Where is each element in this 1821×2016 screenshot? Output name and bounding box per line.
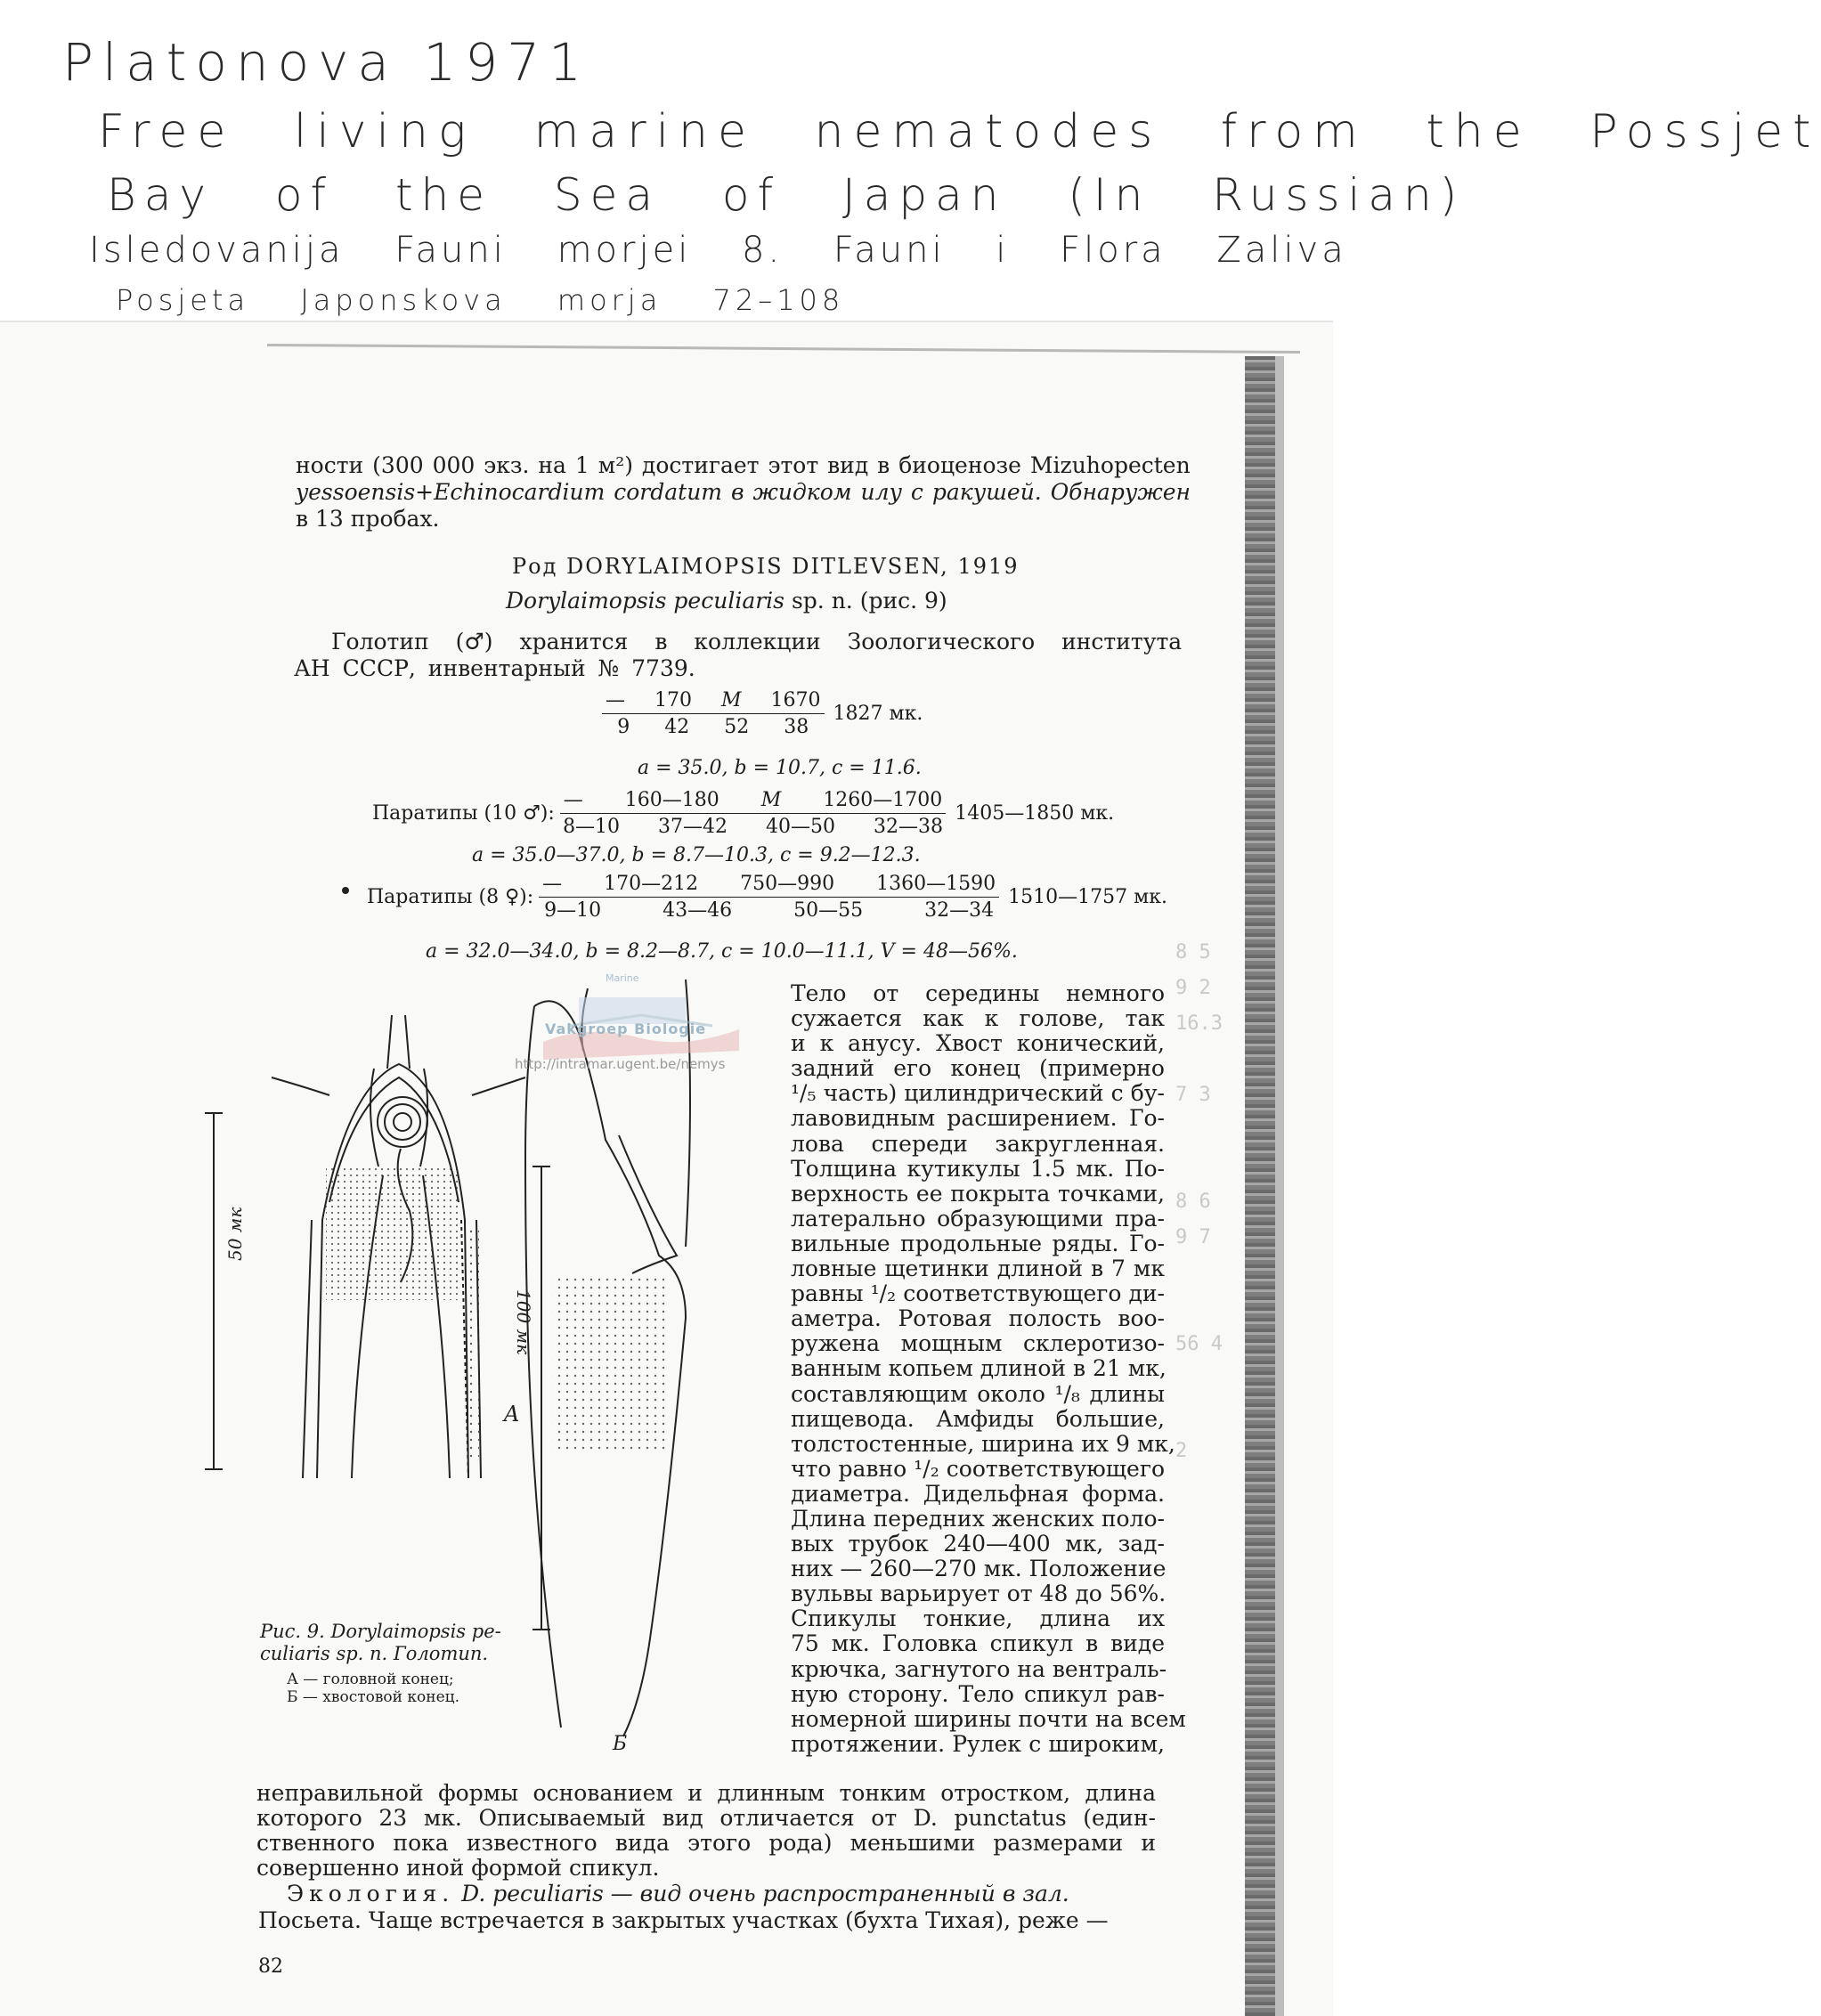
- caption-a: А — головной конец;: [287, 1671, 454, 1688]
- paratypes-female-result: 1510—1757 мк.: [1008, 886, 1167, 908]
- species-heading-rest: sp. n. (рис. 9): [791, 588, 947, 614]
- paratypes-male-num-3: 1260—1700: [823, 789, 943, 811]
- paratypes-male-den-2: 40—50: [766, 816, 874, 838]
- paratypes-male-num-2: M: [760, 789, 824, 811]
- paratypes-male-ratios: a = 35.0—37.0, b = 8.7—10.3, c = 9.2—12.3.: [472, 844, 921, 866]
- description-line: составляющим около ¹/₈ длины: [791, 1380, 1165, 1407]
- handwritten-line-3: Bay of the Sea of Japan (In Russian): [107, 169, 1466, 221]
- paratypes-female-num-1: 170—212: [604, 873, 741, 895]
- holotype-num-3: 1670: [770, 689, 821, 711]
- scale-label-b: 100 мк: [513, 1289, 534, 1355]
- holotype-num-0: —: [606, 689, 654, 711]
- description-line: лавовидным расширением. Го-: [791, 1105, 1165, 1132]
- holotype-den-0: 9: [617, 716, 665, 738]
- figure-label-a: A: [504, 1402, 520, 1427]
- description-column: [791, 980, 1186, 1757]
- paratypes-male-den-1: 37—42: [658, 816, 767, 838]
- holotype-formula: [602, 689, 923, 738]
- handwritten-line-5: Posjeta Japonskova morja 72–108: [116, 283, 845, 317]
- intro-line-2: yessoensis+Echinocardium cordatum в жидком илу с ракушей. Обнаружен: [296, 479, 1191, 505]
- bleed-line: 9 7: [1175, 1226, 1211, 1248]
- paratypes-female-num-0: —: [542, 873, 605, 895]
- paratypes-male-num-0: —: [563, 789, 625, 811]
- intro-line-1: [296, 452, 1191, 478]
- description-line: 75 мк. Головка спикул в виде: [791, 1630, 1165, 1657]
- paratypes-female-num-3: 1360—1590: [876, 873, 996, 895]
- description-line: Спикулы тонкие, длина их: [791, 1605, 1165, 1632]
- paratypes-female-den-3: 32—34: [924, 899, 995, 922]
- holotype-num-1: 170: [654, 689, 721, 711]
- intro-line-3: в 13 пробах.: [296, 506, 440, 532]
- paratypes-female-den-0: 9—10: [544, 899, 663, 922]
- description-line: Длина передних женских поло-: [791, 1505, 1165, 1532]
- watermark-name: Vakgroep Biologie: [545, 1020, 707, 1037]
- ecology-label: Экология.: [287, 1881, 455, 1906]
- scan-edge-right-shadow: [1275, 356, 1284, 2016]
- paratypes-male-result: 1405—1850 мк.: [955, 802, 1115, 825]
- description-line: ную сторону. Тело спикул рав-: [791, 1680, 1165, 1707]
- page-number: 82: [258, 1955, 283, 1978]
- holotype-num-2: M: [720, 689, 771, 711]
- paratypes-female-ratios: a = 32.0—34.0, b = 8.2—8.7, c = 10.0—11.1, V = 48—56%.: [426, 940, 1018, 963]
- bleed-through-text: [1175, 935, 1223, 1469]
- paratypes-male-den-3: 32—38: [874, 816, 944, 838]
- paratypes-female-numerator: [539, 873, 999, 898]
- bleed-line: [1175, 1291, 1223, 1327]
- bleed-line: [1175, 1398, 1223, 1434]
- description-line: толстостенные, ширина их 9 мк,: [791, 1430, 1175, 1457]
- description-line: пищевода. Амфиды большие,: [791, 1405, 1165, 1432]
- caption-b: Б — хвостовой конец.: [287, 1688, 459, 1706]
- description-line: вых трубок 240—400 мк, зад-: [791, 1531, 1165, 1557]
- holotype-formula-numerator: [602, 689, 825, 714]
- holotype-formula-denominator: [602, 714, 825, 738]
- caption-line-2: culiaris sp. n. Голотип.: [260, 1643, 489, 1664]
- bleed-line: 2: [1175, 1440, 1188, 1462]
- watermark-small-text: Marine: [606, 972, 639, 984]
- bottom-paragraph-line: которого 23 мк. Описываемый вид отличается от D. punctatus (един-: [256, 1805, 1156, 1831]
- paratypes-male-formula: [372, 789, 1114, 838]
- description-line: равны ¹/₂ соответствующего ди-: [791, 1280, 1165, 1307]
- paratypes-male-denominator: [560, 814, 947, 838]
- paratypes-female-den-1: 43—46: [663, 899, 794, 922]
- caption-line-1: Рис. 9. Dorylaimopsis pe-: [260, 1621, 501, 1642]
- description-line: что равно ¹/₂ соответствующего: [791, 1455, 1165, 1482]
- description-line: латерально образующими пра-: [791, 1205, 1165, 1232]
- bottom-paragraph-line: неправильной формы основанием и длинным тонким отростком, длина: [256, 1780, 1156, 1806]
- bleed-line: [1175, 1042, 1223, 1077]
- description-line: вульвы варьирует от 48 до 56%.: [791, 1581, 1167, 1607]
- bleed-line: 8 5: [1175, 941, 1211, 963]
- description-line: ¹/₅ часть) цилиндрический с бу-: [791, 1080, 1165, 1107]
- paratypes-female-label: Паратипы (8 ♀):: [367, 886, 534, 908]
- ecology-line-1-rest: D. peculiaris — вид очень распространенный в зал.: [461, 1881, 1069, 1906]
- description-line: диаметра. Дидельфная форма.: [791, 1480, 1165, 1507]
- paratypes-female-formula: [367, 873, 1167, 922]
- description-line: крючка, загнутого на вентраль-: [791, 1655, 1167, 1682]
- description-line: ловные щетинки длиной в 7 мк: [791, 1256, 1165, 1282]
- bleed-line: [1175, 1256, 1223, 1291]
- description-line: ружена мощным склеротизо-: [791, 1330, 1165, 1357]
- handwritten-line-1: Platonova 1971: [62, 32, 591, 93]
- bleed-line: [1175, 1113, 1223, 1149]
- description-line: аметра. Ротовая полость воо-: [791, 1305, 1165, 1332]
- paratypes-female-den-2: 50—55: [793, 899, 925, 922]
- bottom-paragraph-line: ственного пока известного вида этого рода) меньшими размерами и: [256, 1830, 1156, 1856]
- watermark-url: http://intramar.ugent.be/nemys: [515, 1056, 726, 1072]
- holotype-line-1: Голотип (♂) хранится в коллекции Зоологического института: [331, 629, 1183, 654]
- description-line: верхность ее покрыта точками,: [791, 1180, 1165, 1207]
- ecology-line-1: [287, 1881, 1147, 1906]
- figure-caption: [260, 1621, 527, 1706]
- bleed-line: 56 4: [1175, 1333, 1223, 1355]
- figure-b-cuticle-dots: [552, 1273, 668, 1451]
- holotype-den-3: 38: [784, 716, 809, 738]
- description-line: ванным копьем длиной в 21 мк,: [791, 1355, 1167, 1382]
- bleed-line: [1175, 1362, 1223, 1398]
- holotype-line-2: АН СССР, инвентарный № 7739.: [294, 655, 695, 681]
- description-line: вильные продольные ряды. Го-: [791, 1230, 1165, 1256]
- species-heading: [506, 588, 947, 614]
- description-line: Тело от середины немного: [791, 980, 1165, 1006]
- bleed-line: 8 6: [1175, 1191, 1211, 1213]
- bleed-line: 7 3: [1175, 1084, 1211, 1106]
- description-line: номерной ширины почти на всем: [791, 1705, 1186, 1732]
- bullet-mark: [342, 887, 349, 894]
- holotype-den-1: 42: [664, 716, 725, 738]
- ecology-line-2: Посьета. Чаще встречается в закрытых участках (бухта Тихая), реже —: [258, 1907, 1109, 1933]
- species-heading-name: Dorylaimopsis peculiaris: [506, 588, 785, 614]
- description-line: сужается как к голове, так: [791, 1005, 1165, 1032]
- figure-label-b: Б: [613, 1733, 628, 1755]
- handwritten-line-2: Free living marine nematodes from the Possjet: [98, 105, 1821, 159]
- figure-a-cuticle-dots: [326, 1167, 459, 1300]
- holotype-ratios: a = 35.0, b = 10.7, c = 11.6.: [638, 757, 922, 779]
- intro-line-1-text: ности (300 000 экз. на 1 м²) достигает этот вид в биоценозе Mizuhopecten: [296, 452, 1191, 478]
- description-line: лова спереди закругленная.: [791, 1130, 1165, 1157]
- handwritten-note: [0, 0, 1821, 322]
- description-line: задний его конец (примерно: [791, 1055, 1165, 1082]
- bleed-line: [1175, 1149, 1223, 1184]
- genus-heading: Род DORYLAIMOPSIS DITLEVSEN, 1919: [512, 554, 1020, 579]
- paratypes-male-numerator: [560, 789, 947, 814]
- description-line: протяжении. Рулек с широким,: [791, 1730, 1165, 1757]
- bleed-line: 16.3: [1175, 1012, 1223, 1035]
- description-line: них — 260—270 мк. Положение: [791, 1556, 1167, 1582]
- paratypes-male-den-0: 8—10: [563, 816, 659, 838]
- scan-edge-right: [1245, 356, 1275, 2016]
- bottom-paragraph-line: совершенно иной формой спикул.: [256, 1855, 660, 1881]
- bleed-line: 9 2: [1175, 977, 1211, 999]
- paratypes-female-denominator: [539, 898, 999, 922]
- holotype-den-2: 52: [724, 716, 784, 738]
- holotype-formula-result: 1827 мк.: [833, 703, 923, 725]
- handwritten-line-4: Isledovanija Fauni morjei 8. Fauni i Flora Zaliva: [89, 230, 1347, 271]
- paratypes-male-num-1: 160—180: [624, 789, 761, 811]
- bottom-paragraph: [256, 1781, 1156, 1881]
- scale-label-a: 50 мк: [224, 1207, 246, 1261]
- description-line: и к анусу. Хвост конический,: [791, 1030, 1165, 1057]
- paratypes-male-label: Паратипы (10 ♂):: [372, 802, 555, 825]
- description-line: Толщина кутикулы 1.5 мк. По-: [791, 1155, 1165, 1182]
- paratypes-female-num-2: 750—990: [740, 873, 877, 895]
